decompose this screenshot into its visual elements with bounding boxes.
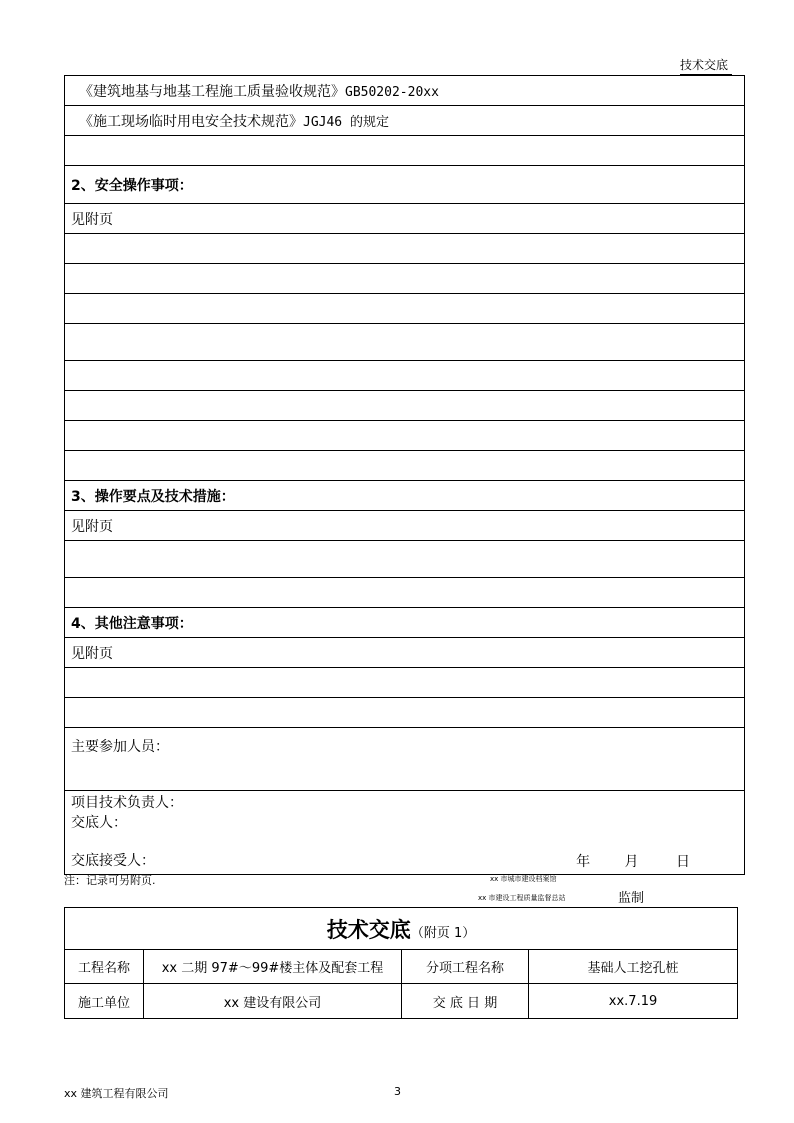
content-row — [65, 204, 745, 234]
signoff-cell — [65, 791, 745, 875]
project-row — [65, 950, 738, 984]
supervision-org-label: xx 市建设工程质量监督总站 — [478, 894, 566, 902]
year-label: 年 — [576, 854, 591, 870]
blank-row — [65, 421, 745, 451]
reference-title: 《施工现场临时用电安全技术规范》 — [79, 113, 303, 130]
blank-row — [65, 294, 745, 324]
title-row — [65, 908, 738, 950]
blank-row — [65, 234, 745, 264]
signoff-row — [65, 791, 745, 875]
contractor-row — [65, 984, 738, 1019]
content-row — [65, 511, 745, 541]
section-heading-row — [65, 166, 745, 204]
tech-lead-label: 项目技术负责人： — [71, 795, 183, 811]
blank-row — [65, 698, 745, 728]
blank-row — [65, 361, 745, 391]
key-points-heading: 3、操作要点及技术措施： — [65, 481, 745, 511]
footnote: 注：记录可另附页. — [64, 874, 156, 887]
key-points-content: 见附页 — [65, 511, 745, 541]
sign-date — [576, 852, 690, 872]
project-name-label: 工程名称 — [65, 950, 144, 984]
content-row — [65, 638, 745, 668]
page-number: 3 — [394, 1085, 401, 1098]
disclosure-date-label: 交 底 日 期 — [402, 984, 529, 1019]
participants-label: 主要参加人员： — [65, 728, 745, 791]
company-footer: xx 建筑工程有限公司 — [64, 1087, 169, 1100]
archive-org-label: xx 市城市建设档案馆 — [490, 875, 557, 883]
form-title: 技术交底 — [326, 917, 411, 942]
reference-code: GB50202-20xx — [345, 84, 439, 100]
blank-row — [65, 451, 745, 481]
blank-row — [65, 324, 745, 361]
reference-row — [65, 106, 745, 136]
project-name-value: xx 二期 97#～99#楼主体及配套工程 — [144, 950, 402, 984]
reference-2 — [65, 106, 745, 136]
safety-heading: 2、安全操作事项： — [65, 166, 745, 204]
blank-row — [65, 264, 745, 294]
disclosure-date-value: xx.7.19 — [529, 984, 738, 1019]
reference-title: 《建筑地基与地基工程施工质量验收规范》 — [79, 83, 345, 100]
subitem-value: 基础人工挖孔桩 — [529, 950, 738, 984]
blank-row — [65, 541, 745, 578]
safety-content: 见附页 — [65, 204, 745, 234]
section-heading-row — [65, 608, 745, 638]
blank-row — [65, 136, 745, 166]
blank-row — [65, 668, 745, 698]
section-heading-row — [65, 481, 745, 511]
form-subtitle: （附页 1） — [410, 925, 476, 941]
month-label: 月 — [624, 854, 639, 870]
other-content: 见附页 — [65, 638, 745, 668]
blank-row — [65, 391, 745, 421]
discloser-label: 交底人： — [71, 815, 127, 831]
reference-code: JGJ46 的规定 — [303, 114, 389, 130]
subitem-label: 分项工程名称 — [402, 950, 529, 984]
title-cell — [65, 908, 738, 950]
supervise-label: 监制 — [618, 891, 645, 906]
other-heading: 4、其他注意事项： — [65, 608, 745, 638]
reference-row — [65, 76, 745, 106]
reference-1 — [65, 76, 745, 106]
title-block-table — [64, 907, 738, 1019]
disclosure-form-table — [64, 75, 745, 875]
contractor-value: xx 建设有限公司 — [144, 984, 402, 1019]
blank-row — [65, 578, 745, 608]
contractor-label: 施工单位 — [65, 984, 144, 1019]
day-label: 日 — [676, 854, 690, 870]
participants-row — [65, 728, 745, 791]
receiver-label: 交底接受人： — [71, 853, 155, 869]
document-type-tag: 技术交底 — [680, 56, 732, 75]
